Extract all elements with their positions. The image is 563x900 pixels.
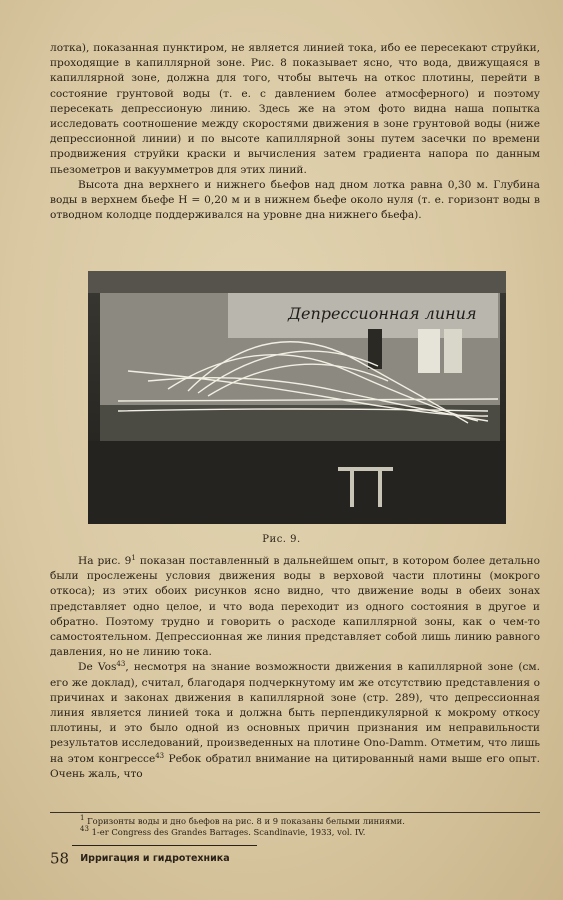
page-number: 58 bbox=[50, 849, 70, 868]
footnote-ref: 43 bbox=[116, 660, 126, 669]
footnote: $^1$ Горизонты воды и дно бьефов на рис. 8 и 9 показаны белыми линиями. bbox=[80, 814, 405, 826]
paragraph: Высота дна верхнего и нижнего бьефов над дном лотка равна 0,30 м. Глубина воды в верхнем бьефе H = 0,20 м и в нижнем бьефе около нуля (т. е. горизонт воды в отводном колодце поддерживался на уровне дна нижнего бьефа). bbox=[50, 178, 540, 222]
footnote-ref: 1 bbox=[131, 554, 136, 562]
flume-photo-illustration bbox=[88, 271, 506, 524]
figure-caption: Рис. 9. bbox=[262, 534, 301, 545]
paragraph: De Vos$^{43}$, несмотря на знание возможности движения в капиллярной зоне (см. его же доклад), считал, благодаря подчеркнутому им же отсутствию представления о причинах и законах движения в капиллярной зоне (стр. 289), что депрессионная линия является линией тока и должна быть перпендикулярной к мокрому откосу плотины, и это было одной из основных причин признания им неправильности результатов исследований, произведенных на плотине Ono-Damm. Отметим, что лишь на этом конгрессе$^{43}$ Ребок обратил внимание на цитированный нами выше его опыт. Очень жаль, что bbox=[50, 660, 540, 780]
journal-title: Ирригация и гидротехника bbox=[80, 853, 230, 864]
footnote: $^{43}$ 1-er Congress des Grandes Barrages. Scandinavie, 1933, vol. IV. bbox=[80, 825, 366, 837]
footnote-ref: 43 bbox=[155, 751, 165, 760]
top-text-block bbox=[50, 41, 540, 223]
page-footer bbox=[50, 848, 350, 868]
paragraph: лотка), показанная пунктиром, не является линией тока, ибо ее пересекают струйки, проходящие в капиллярной зоне. Рис. 8 показывает ясно, что вода, движущаяся в капиллярной зоне, должна для того, чтобы вытечь на откос плотины, перейти в состояние грунтовой воды (т. е. с давлением более атмосферного) и поэтому пересекать депрессионую линию. Здесь же на этом фото видна наша попытка исследовать соотношение между скоростями движения в зоне грунтовой воды (ниже депрессионной линии) и по высоте капиллярной зоны путем засечки по времени продвижения струйки краски и вычисления затем градиента напора по данным пьезометров и вакуумметров для этих линий. bbox=[50, 42, 540, 176]
photo-inscription: Депрессионная линия bbox=[288, 304, 477, 323]
bottom-text-block bbox=[50, 554, 540, 782]
experiment-photo bbox=[88, 271, 506, 524]
paragraph: На рис. $9^1$ показан поставленный в дальнейшем опыт, в котором более детально были прослежены условия движения воды в верховой части плотины (мокрого откоса); из этих обоих рисунков ясно видно, что движение воды в обеих зонах представляет одно целое, и что вода переходит из одного состояния в другое и обратно. Поэтому трудно и говорить о расходе капиллярной зоны, как о чем-то самостоятельном. Депрессионная же линия представляет собой лишь линию равного давления, но не линию тока. bbox=[50, 554, 540, 659]
footnotes bbox=[50, 812, 540, 838]
